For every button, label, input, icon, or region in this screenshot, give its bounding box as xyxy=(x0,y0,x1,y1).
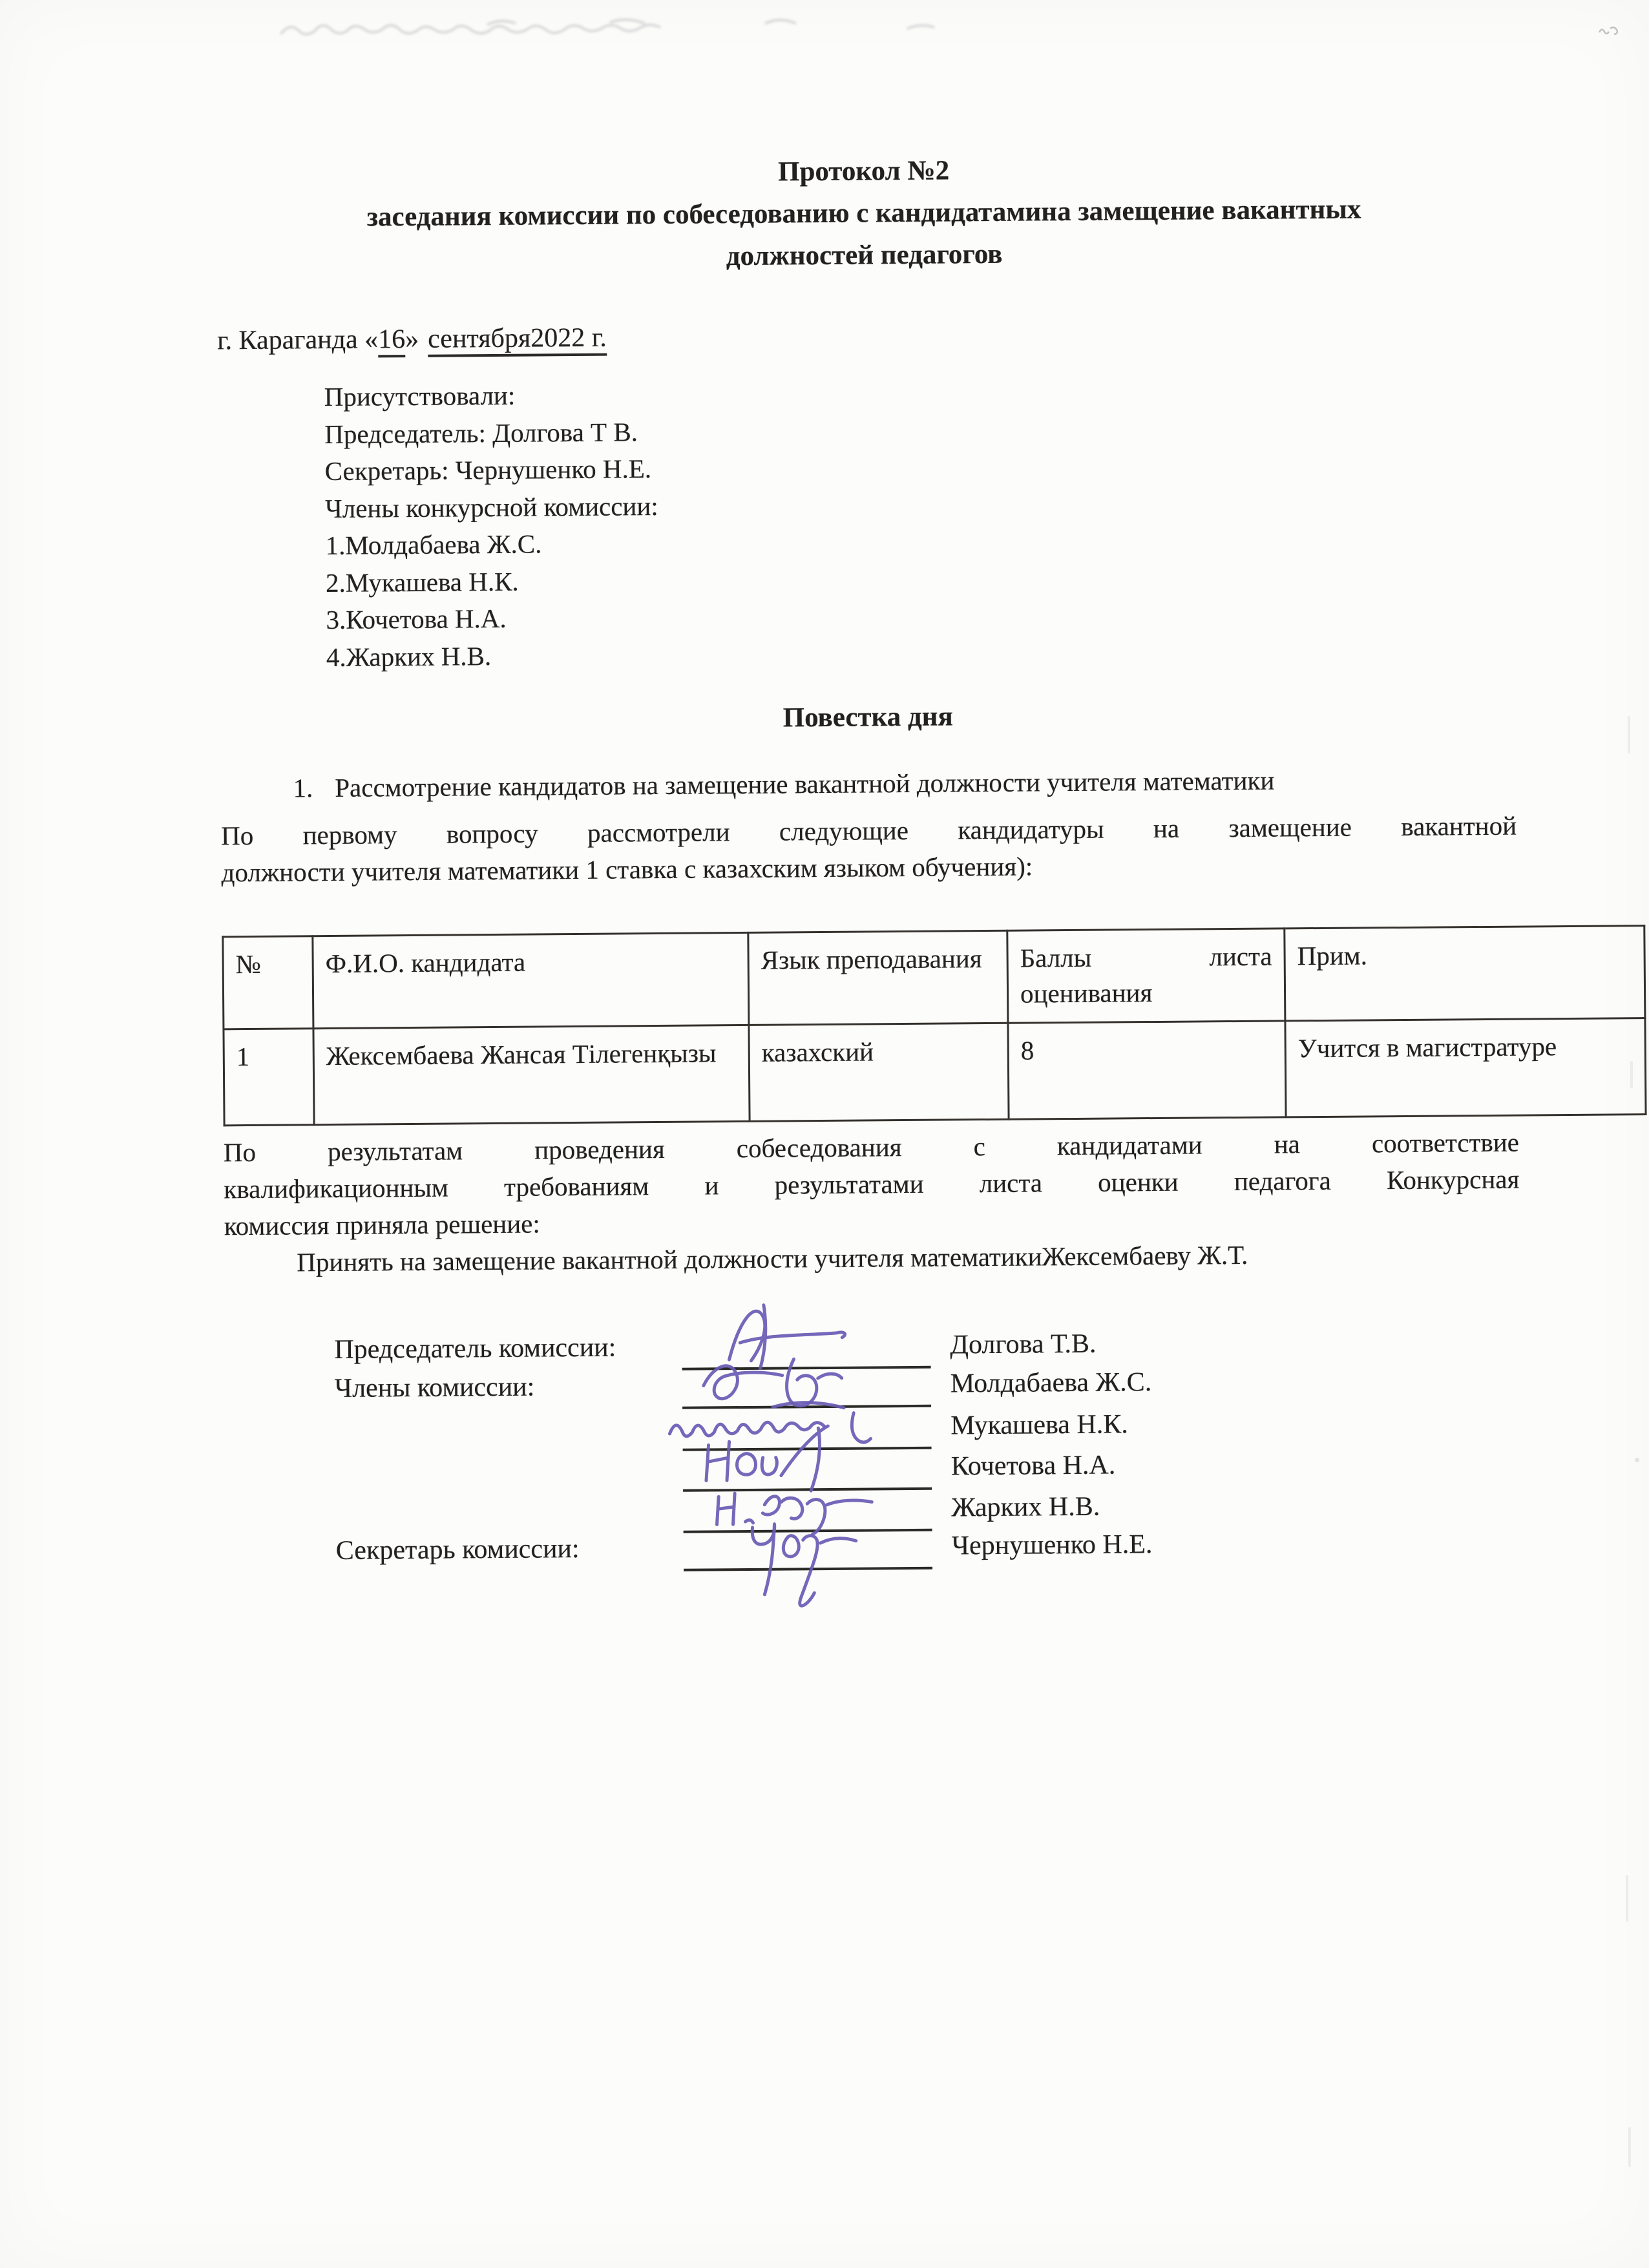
signature-label: Члены комиссии: xyxy=(334,1372,535,1403)
attendee-line: 2.Мукашева Н.К. xyxy=(325,566,519,598)
agenda-heading: Повестка дня xyxy=(782,701,953,733)
dateline-quote-close: » xyxy=(404,324,419,355)
signature-row-member xyxy=(4,1402,1649,1441)
cell-language: казахский xyxy=(749,1023,1009,1121)
dateline xyxy=(217,320,607,360)
cell-note-text: Учится в магистратуре xyxy=(1297,1031,1557,1064)
resolution-line: Принять на замещение вакантной должности учителя математикиЖексембаеву Ж.Т. xyxy=(297,1239,1248,1277)
attendee-line: Председатель: Долгова Т В. xyxy=(324,416,638,449)
table-row xyxy=(224,1018,1646,1126)
cell-note xyxy=(1285,1018,1646,1117)
signature-label: Секретарь комиссии: xyxy=(335,1534,580,1566)
agenda-item-text: Рассмотрение кандидатов на замещение вакантной должности учителя математики xyxy=(335,765,1275,803)
header-cell-fio: Ф.И.О. кандидата xyxy=(313,932,749,1028)
header-cell-score: Баллы листа оценивания xyxy=(1007,929,1285,1023)
header-cell-number: № xyxy=(223,936,313,1029)
paragraph-line: комиссия приняла решение: xyxy=(224,1208,540,1241)
agenda-item-1 xyxy=(293,761,1520,807)
title-line-3: должностей педагогов xyxy=(726,238,1003,272)
paragraph-line: квалификационным требованиям и результатами листа оценки педагога Конкурсная xyxy=(224,1164,1520,1204)
signature-name: Молдабаева Ж.С. xyxy=(950,1367,1152,1399)
signature-name: Чернушенко Н.Е. xyxy=(951,1529,1153,1561)
header-cell-language: Язык преподавания xyxy=(748,930,1008,1025)
dateline-day: 16 xyxy=(378,324,405,357)
header-cell-note: Прим. xyxy=(1285,926,1645,1021)
document-title xyxy=(216,145,1512,282)
signature-row-member xyxy=(4,1360,1649,1403)
cell-fio: Жексембаева Жансая Тілегенқызы xyxy=(313,1025,750,1124)
dateline-city: г. Караганда « xyxy=(216,324,379,356)
signature-name: Кочетова Н.А. xyxy=(951,1450,1116,1482)
paragraph-first-question xyxy=(221,808,1517,892)
signature-row-member xyxy=(5,1443,1649,1482)
paragraph-line: По результатам проведения собеседования с кандидатами на соответствие xyxy=(223,1127,1520,1168)
paragraph-line: По первому вопросу рассмотрели следующие кандидатуры на замещение вакантной xyxy=(220,810,1517,851)
attendee-line: Секретарь: Чернушенко Н.Е. xyxy=(324,454,652,487)
title-line-1: Протокол №2 xyxy=(777,155,950,187)
signature-row-secretary xyxy=(5,1522,1649,1566)
signature-row-member xyxy=(5,1484,1649,1523)
signature-label: Председатель комиссии: xyxy=(334,1332,616,1365)
signature-name: Мукашева Н.К. xyxy=(951,1409,1128,1441)
attendee-line: Члены конкурсной комиссии: xyxy=(324,490,658,523)
title-line-2: заседания комиссии по собеседованию с кандидатамина замещение вакантных xyxy=(366,194,1361,233)
candidates-table xyxy=(222,925,1646,1126)
signature-name: Долгова Т.В. xyxy=(950,1328,1097,1360)
signature-name: Жарких Н.В. xyxy=(951,1491,1100,1523)
paragraph-decision xyxy=(224,1124,1520,1245)
attendee-line: 1.Молдабаева Ж.С. xyxy=(325,529,542,561)
signature-row-chairman xyxy=(3,1321,1649,1365)
paragraph-line: должности учителя математики 1 ставка с казахским языком обучения): xyxy=(221,851,1033,888)
attendees-heading: Присутствовали: xyxy=(324,380,516,412)
agenda-item-number: 1. xyxy=(293,773,313,803)
signature-ink-scribble xyxy=(725,1508,900,1616)
table-header-row xyxy=(223,926,1645,1029)
attendee-line: 4.Жарких Н.В. xyxy=(326,640,492,672)
cell-score: 8 xyxy=(1008,1021,1286,1119)
cell-number: 1 xyxy=(224,1029,314,1126)
attendees-block xyxy=(324,376,660,676)
dateline-month-year: сентября2022 г. xyxy=(428,323,607,357)
attendee-line: 3.Кочетова Н.А. xyxy=(326,603,507,635)
